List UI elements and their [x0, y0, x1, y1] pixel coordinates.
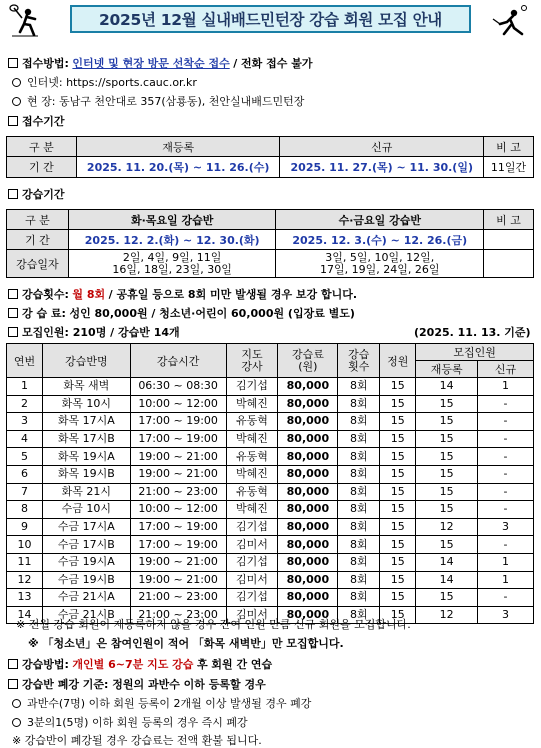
new-period: 2025. 11. 27.(목) ~ 11. 30.(일) [280, 157, 484, 178]
row-fee: 80,000 [278, 378, 338, 396]
square-bullet-icon [8, 659, 18, 669]
header-tue-thu: 화·목요일 강습반 [68, 210, 276, 230]
header-capacity: 정원 [380, 344, 416, 378]
site-line [12, 93, 304, 109]
header-new: 신규 [280, 137, 484, 157]
header-note: 비 고 [484, 210, 534, 230]
header-recruit: 모집인원 [416, 344, 534, 361]
row-class-name: 화목 17시A [42, 413, 130, 431]
row-new: - [478, 448, 534, 466]
row-capacity: 15 [380, 448, 416, 466]
row-class-name: 수금 21시B [42, 606, 130, 624]
row-class-name: 화목 17시B [42, 430, 130, 448]
header-fee-l1: 강습료 [291, 347, 324, 361]
row-fee: 80,000 [278, 571, 338, 589]
header-no: 연번 [7, 344, 43, 378]
row-fee: 80,000 [278, 536, 338, 554]
row-count: 8회 [338, 589, 380, 607]
row-count: 8회 [338, 430, 380, 448]
header-fee-l2: (원) [298, 359, 318, 373]
method [8, 656, 272, 672]
row-count: 8회 [338, 378, 380, 396]
row-instructor: 유동혁 [226, 483, 278, 501]
row-no: 10 [7, 536, 43, 554]
row-count: 8회 [338, 571, 380, 589]
row-rereg: 14 [416, 571, 478, 589]
row-capacity: 15 [380, 518, 416, 536]
closure-1 [12, 695, 311, 711]
lesson-count-value: 월 8회 [72, 288, 106, 301]
row-instructor: 유동혁 [226, 413, 278, 431]
reception-method-value: 인터넷 및 현장 방문 선착순 접수 [72, 57, 230, 70]
header-note: 비 고 [484, 137, 534, 157]
table-row [7, 395, 534, 413]
row-instructor: 박혜진 [226, 465, 278, 483]
row-time: 19:00 ~ 21:00 [130, 571, 226, 589]
tue-thu-dates [68, 250, 276, 278]
row-no: 4 [7, 430, 43, 448]
row-fee: 80,000 [278, 465, 338, 483]
row-time: 21:00 ~ 23:00 [130, 483, 226, 501]
row-time: 06:30 ~ 08:30 [130, 378, 226, 396]
closure [8, 676, 266, 692]
row-count: 8회 [338, 395, 380, 413]
row-time: 17:00 ~ 19:00 [130, 430, 226, 448]
table-row [7, 518, 534, 536]
method-value: 개인별 6~7분 지도 강습 [72, 658, 194, 671]
closure-label: 강습반 폐강 기준: 정원의 과반수 이하 등록할 경우 [22, 678, 266, 691]
header-class-name: 강습반명 [42, 344, 130, 378]
row-instructor: 박혜진 [226, 430, 278, 448]
header-rereg: 재등록 [76, 137, 280, 157]
header-instructor-l2: 강사 [241, 359, 263, 373]
row-time: 10:00 ~ 12:00 [130, 395, 226, 413]
row-fee: 80,000 [278, 606, 338, 624]
table-row [7, 589, 534, 607]
header-category: 구 분 [7, 137, 77, 157]
row-no: 14 [7, 606, 43, 624]
row-class-name: 수금 19시B [42, 571, 130, 589]
table-row [7, 465, 534, 483]
row-rereg: 15 [416, 536, 478, 554]
page-title-text: 2025년 12월 실내배드민턴장 강습 회원 모집 안내 [99, 11, 442, 29]
note-empty [484, 230, 534, 250]
period-note: 11일간 [484, 157, 534, 178]
row-instructor: 김미서 [226, 536, 278, 554]
row-rereg: 14 [416, 378, 478, 396]
row-instructor: 김미서 [226, 571, 278, 589]
recruit [8, 324, 180, 340]
row-rereg: 15 [416, 413, 478, 431]
square-bullet-icon [8, 58, 18, 68]
square-bullet-icon [8, 679, 18, 689]
row-no: 12 [7, 571, 43, 589]
row-new: - [478, 501, 534, 519]
row-rereg: 14 [416, 553, 478, 571]
row-count: 8회 [338, 606, 380, 624]
row-capacity: 15 [380, 430, 416, 448]
row-time: 17:00 ~ 19:00 [130, 413, 226, 431]
square-bullet-icon [8, 308, 18, 318]
row-count: 8회 [338, 448, 380, 466]
row-instructor: 김미서 [226, 606, 278, 624]
wed-fri-dates-line1: 3일, 5일, 10일, 12일, [325, 250, 435, 264]
row-class-name: 화목 21시 [42, 483, 130, 501]
row-no: 9 [7, 518, 43, 536]
recruit-label: 모집인원: 210명 / 강습반 14개 [22, 326, 180, 339]
row-no: 7 [7, 483, 43, 501]
header-wed-fri: 수·금요일 강습반 [276, 210, 484, 230]
square-bullet-icon [8, 189, 18, 199]
row-count: 8회 [338, 413, 380, 431]
row-no: 8 [7, 501, 43, 519]
row-class-name: 수금 17시A [42, 518, 130, 536]
reception-method [8, 55, 312, 71]
table-row [7, 483, 534, 501]
row-capacity: 15 [380, 536, 416, 554]
site-address: 현 장: 동남구 천안대로 357(삼룡동), 천안실내배드민턴장 [27, 95, 305, 108]
row-fee: 80,000 [278, 553, 338, 571]
row-no: 1 [7, 378, 43, 396]
row-fee: 80,000 [278, 483, 338, 501]
header-time: 강습시간 [130, 344, 226, 378]
row-no: 11 [7, 553, 43, 571]
table-row [7, 378, 534, 396]
row-class-name: 수금 10시 [42, 501, 130, 519]
wed-fri-period: 2025. 12. 3.(수) ~ 12. 26.(금) [276, 230, 484, 250]
header-instructor [226, 344, 278, 378]
row-rereg: 12 [416, 606, 478, 624]
method-label: 강습방법: [22, 658, 69, 671]
class-period-label: 강습기간 [22, 188, 65, 201]
row-instructor: 김기섭 [226, 553, 278, 571]
row-rereg: 15 [416, 501, 478, 519]
closure-2 [12, 714, 248, 730]
row-time: 17:00 ~ 19:00 [130, 536, 226, 554]
header-count-l2: 횟수 [348, 359, 370, 373]
row-instructor: 박혜진 [226, 395, 278, 413]
recruit-asof: (2025. 11. 13. 기준) [414, 326, 531, 339]
fee-value: 성인 80,000원 / 청소년·어린이 60,000원 (입장료 별도) [69, 307, 355, 320]
circle-bullet-icon [12, 97, 21, 106]
row-time: 19:00 ~ 21:00 [130, 553, 226, 571]
row-fee: 80,000 [278, 448, 338, 466]
class-table [6, 343, 534, 624]
note-empty [484, 250, 534, 278]
row-capacity: 15 [380, 483, 416, 501]
row-capacity: 15 [380, 606, 416, 624]
tue-thu-dates-line1: 2일, 4일, 9일, 11일 [122, 250, 222, 264]
fee-label: 강 습 료: [22, 307, 66, 320]
row-capacity: 15 [380, 553, 416, 571]
row-no: 6 [7, 465, 43, 483]
row-label-period: 기 간 [7, 230, 69, 250]
class-rows [7, 378, 534, 624]
header-rereg: 재등록 [416, 361, 478, 378]
row-count: 8회 [338, 553, 380, 571]
closure-2-text: 3분의1(5명) 이하 회원 등록의 경우 즉시 폐강 [27, 716, 248, 729]
row-fee: 80,000 [278, 518, 338, 536]
square-bullet-icon [8, 289, 18, 299]
row-fee: 80,000 [278, 395, 338, 413]
method-rest: 후 회원 간 연습 [196, 658, 273, 671]
row-new: 3 [478, 606, 534, 624]
badminton-player-icon-right [490, 4, 532, 38]
header-fee [278, 344, 338, 378]
row-capacity: 15 [380, 395, 416, 413]
row-new: 1 [478, 553, 534, 571]
row-no: 13 [7, 589, 43, 607]
row-instructor: 김기섭 [226, 378, 278, 396]
wed-fri-dates [276, 250, 484, 278]
table-row [7, 553, 534, 571]
row-class-name: 화목 새벽 [42, 378, 130, 396]
row-instructor: 김기섭 [226, 518, 278, 536]
row-rereg: 15 [416, 465, 478, 483]
row-rereg: 12 [416, 518, 478, 536]
internet-address: 인터넷: https://sports.cauc.or.kr [27, 76, 197, 89]
table-row [7, 536, 534, 554]
class-period-table [6, 209, 534, 278]
row-new: 1 [478, 378, 534, 396]
row-no: 3 [7, 413, 43, 431]
row-capacity: 15 [380, 501, 416, 519]
row-new: - [478, 465, 534, 483]
row-rereg: 15 [416, 430, 478, 448]
table-row [7, 571, 534, 589]
row-class-name: 화목 19시A [42, 448, 130, 466]
note-rereg: ※ 전월 강습 회원이 재등록하지 않을 경우 잔여 인원 만큼 신규 회원을 모집합니다. [16, 618, 411, 631]
row-time: 17:00 ~ 19:00 [130, 518, 226, 536]
row-rereg: 15 [416, 483, 478, 501]
class-period-heading [8, 186, 65, 202]
row-new: - [478, 483, 534, 501]
square-bullet-icon [8, 116, 18, 126]
page-title [70, 5, 471, 33]
row-count: 8회 [338, 536, 380, 554]
table-row [7, 413, 534, 431]
row-capacity: 15 [380, 378, 416, 396]
header-count [338, 344, 380, 378]
reception-period-table [6, 136, 534, 178]
closure-refund-note: ※ 강습반이 폐강될 경우 강습료는 전액 환불 됩니다. [12, 734, 262, 747]
row-class-name: 수금 19시A [42, 553, 130, 571]
row-count: 8회 [338, 465, 380, 483]
reception-method-suffix: / 전화 접수 불가 [233, 57, 313, 70]
badminton-player-icon [8, 4, 50, 38]
circle-bullet-icon [12, 78, 21, 87]
reception-period-heading [8, 113, 65, 129]
row-fee: 80,000 [278, 430, 338, 448]
fee [8, 305, 355, 321]
header-new: 신규 [478, 361, 534, 378]
row-class-name: 수금 21시A [42, 589, 130, 607]
internet-line [12, 74, 197, 90]
row-capacity: 15 [380, 465, 416, 483]
reception-method-label: 접수방법: [22, 57, 69, 70]
row-class-name: 화목 19시B [42, 465, 130, 483]
closure-1-text: 과반수(7명) 이하 회원 등록이 2개월 이상 발생될 경우 폐강 [27, 697, 312, 710]
tue-thu-period: 2025. 12. 2.(화) ~ 12. 30.(화) [68, 230, 276, 250]
row-fee: 80,000 [278, 589, 338, 607]
row-capacity: 15 [380, 413, 416, 431]
row-class-name: 화목 10시 [42, 395, 130, 413]
header-count-l1: 강습 [348, 347, 370, 361]
row-new: - [478, 589, 534, 607]
circle-bullet-icon [12, 718, 21, 727]
row-count: 8회 [338, 483, 380, 501]
wed-fri-dates-line2: 17일, 19일, 24일, 26일 [320, 262, 440, 276]
row-time: 19:00 ~ 21:00 [130, 448, 226, 466]
row-new: - [478, 430, 534, 448]
reception-period-label: 접수기간 [22, 115, 65, 128]
row-time: 21:00 ~ 23:00 [130, 606, 226, 624]
lesson-count-label: 강습횟수: [22, 288, 69, 301]
row-class-name: 수금 17시B [42, 536, 130, 554]
row-time: 21:00 ~ 23:00 [130, 589, 226, 607]
row-new: - [478, 536, 534, 554]
tue-thu-dates-line2: 16일, 18일, 23일, 30일 [112, 262, 232, 276]
rereg-period: 2025. 11. 20.(목) ~ 11. 26.(수) [76, 157, 280, 178]
table-row [7, 448, 534, 466]
row-label-dates: 강습일자 [7, 250, 69, 278]
circle-bullet-icon [12, 699, 21, 708]
header-category: 구 분 [7, 210, 69, 230]
row-label-period: 기 간 [7, 157, 77, 178]
lesson-count [8, 286, 357, 302]
row-capacity: 15 [380, 589, 416, 607]
note-youth: ※ 「청소년」은 참여인원이 적어 「화목 새벽반」만 모집합니다. [28, 637, 344, 650]
header-instructor-l1: 지도 [241, 347, 263, 361]
row-instructor: 유동혁 [226, 448, 278, 466]
table-row [7, 430, 534, 448]
lesson-count-rest: / 공휴일 등으로 8회 미만 발생될 경우 보강 합니다. [108, 288, 358, 301]
row-rereg: 15 [416, 589, 478, 607]
row-new: 3 [478, 518, 534, 536]
square-bullet-icon [8, 327, 18, 337]
row-fee: 80,000 [278, 501, 338, 519]
row-instructor: 박혜진 [226, 501, 278, 519]
row-new: - [478, 395, 534, 413]
row-no: 5 [7, 448, 43, 466]
row-instructor: 김기섭 [226, 589, 278, 607]
row-count: 8회 [338, 501, 380, 519]
row-rereg: 15 [416, 448, 478, 466]
table-row [7, 501, 534, 519]
row-new: 1 [478, 571, 534, 589]
row-rereg: 15 [416, 395, 478, 413]
row-capacity: 15 [380, 571, 416, 589]
row-time: 19:00 ~ 21:00 [130, 465, 226, 483]
row-no: 2 [7, 395, 43, 413]
row-time: 10:00 ~ 12:00 [130, 501, 226, 519]
row-new: - [478, 413, 534, 431]
row-fee: 80,000 [278, 413, 338, 431]
row-count: 8회 [338, 518, 380, 536]
